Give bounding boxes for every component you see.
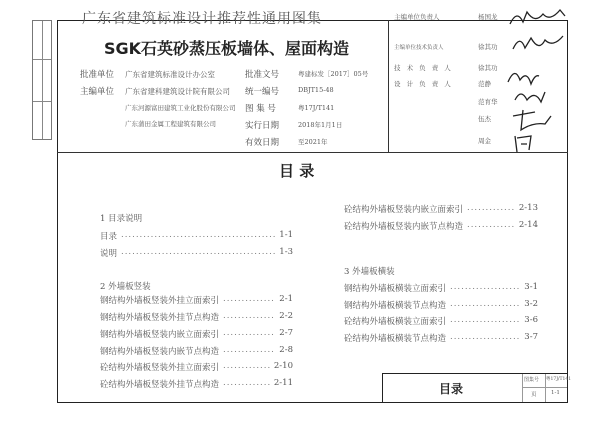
person-role: 技 术 负 责 人 — [394, 64, 453, 72]
toc-item[interactable] — [100, 378, 293, 390]
person-name: 范静 — [478, 80, 491, 88]
signature — [513, 36, 563, 49]
toc-item-label: 砼结构外墙板竖装外挂立面索引 — [100, 363, 220, 373]
toc-item[interactable] — [344, 282, 538, 294]
person-name: 范育华 — [478, 98, 498, 106]
meta-value: 粤17J/T141 — [298, 104, 335, 112]
approval-unit-label: 批准单位 — [80, 70, 115, 80]
title-block — [382, 373, 572, 403]
toc-item-page: 3-1 — [524, 282, 538, 292]
header-divider — [57, 152, 568, 153]
toc-item[interactable] — [100, 247, 293, 259]
header-column-divider — [388, 20, 389, 152]
toc-item-page: 2-7 — [279, 328, 293, 338]
toc-item-label: 砼结构外墙板横装立面索引 — [344, 317, 447, 327]
toc-item-label: 钢结构外墙板竖装内嵌节点构造 — [100, 347, 220, 357]
person-name: 杨国龙 — [478, 13, 498, 21]
toc-item-label: 钢结构外墙板竖装外挂节点构造 — [100, 313, 220, 323]
toc-item-label: 砼结构外墙板竖装内嵌节点构造 — [344, 222, 464, 232]
chief-unit-label: 主编单位 — [80, 87, 115, 97]
signature — [515, 92, 545, 102]
meta-value: 粤建标发［2017］05号 — [298, 70, 369, 78]
toc-item[interactable] — [344, 220, 538, 232]
toc-item-page: 2-11 — [273, 378, 293, 388]
toc-item-page: 2-10 — [273, 361, 293, 371]
toc-item-page: 2-14 — [518, 220, 538, 230]
toc-item-label: 说明 — [100, 249, 118, 259]
toc-section-title: 2 外墙板竖装 — [100, 282, 151, 292]
approval-unit: 广东省建筑标准设计办公室 — [125, 70, 215, 79]
main-title: SGK石英砂蒸压板墙体、屋面构造 — [104, 39, 350, 58]
toc-item[interactable] — [344, 203, 538, 215]
toc-item[interactable] — [344, 332, 538, 344]
toc-item-page: 1-3 — [279, 247, 293, 257]
meta-label: 批准文号 — [245, 70, 280, 80]
toc-item-page: 2-1 — [279, 294, 293, 304]
person-name: 徐其功 — [478, 43, 498, 51]
toc-heading: 目 录 — [279, 162, 315, 180]
toc-section-title: 1 目录说明 — [100, 214, 143, 224]
toc-item-label: 钢结构外墙板横装立面索引 — [344, 284, 447, 294]
toc-item-label: 砼结构外墙板竖装外挂节点构造 — [100, 380, 220, 390]
meta-value: 2018年1月1日 — [298, 121, 343, 129]
toc-item[interactable] — [100, 294, 293, 306]
toc-item-page: 1-1 — [279, 230, 293, 240]
person-name: 伍杰 — [478, 115, 491, 123]
person-name: 徐其功 — [478, 64, 498, 72]
signature — [510, 10, 565, 24]
toc-item[interactable] — [344, 315, 538, 327]
chief-unit-1: 广东省建科建筑设计院有限公司 — [125, 87, 230, 96]
meta-label: 图 集 号 — [245, 104, 276, 114]
toc-item-label: 钢结构外墙板竖装外挂立面索引 — [100, 296, 220, 306]
toc-item[interactable] — [344, 299, 538, 311]
toc-item-label: 钢结构外墙板竖装内嵌立面索引 — [100, 330, 220, 340]
toc-item[interactable] — [100, 361, 293, 373]
toc-item[interactable] — [100, 328, 293, 340]
toc-item-page: 3-6 — [524, 315, 538, 325]
meta-label: 实行日期 — [245, 121, 280, 131]
toc-section-title: 3 外墙板横装 — [344, 267, 395, 277]
signature — [513, 110, 551, 130]
title-block-title: 目录 — [439, 382, 464, 396]
toc-item-label: 砼结构外墙板竖装内嵌立面索引 — [344, 205, 464, 215]
meta-value: DBJT15-48 — [298, 86, 334, 94]
toc-item-label: 钢结构外墙板横装节点构造 — [344, 301, 447, 311]
chief-unit-2: 广东河源富田建筑工业化股份有限公司 — [125, 104, 236, 112]
toc-item-page: 2-8 — [279, 345, 293, 355]
binding-strip — [32, 20, 52, 140]
person-name: 周金 — [478, 137, 491, 145]
signatures — [505, 4, 570, 154]
atlas-no-label: 图集号 — [524, 377, 540, 383]
signature — [515, 136, 531, 152]
toc-item-page: 2-13 — [518, 203, 538, 213]
toc-item-label: 目录 — [100, 232, 118, 242]
page-number: 1-1 — [551, 390, 560, 396]
person-role: 主编单位技术负责人 — [394, 45, 444, 51]
toc-item-page: 2-2 — [279, 311, 293, 321]
toc-item-page: 3-7 — [524, 332, 538, 342]
toc-item[interactable] — [100, 311, 293, 323]
page-label: 页 — [531, 392, 537, 398]
meta-label: 统一编号 — [245, 87, 280, 97]
person-role: 设 计 负 责 人 — [394, 80, 453, 88]
meta-label: 有效日期 — [245, 138, 280, 148]
toc-item[interactable] — [100, 230, 293, 242]
toc-item-label: 砼结构外墙板横装节点构造 — [344, 334, 447, 344]
series-title: 广东省建筑标准设计推荐性通用图集 — [82, 11, 322, 27]
meta-value: 至2021年 — [298, 138, 328, 146]
chief-unit-3: 广东蒲田金属工程建筑有限公司 — [125, 120, 216, 128]
toc-item[interactable] — [100, 345, 293, 357]
toc-item-page: 3-2 — [524, 299, 538, 309]
atlas-no: 粤17J/T141 — [546, 377, 572, 382]
signature — [508, 73, 539, 84]
person-role: 主编单位负责人 — [394, 13, 440, 21]
